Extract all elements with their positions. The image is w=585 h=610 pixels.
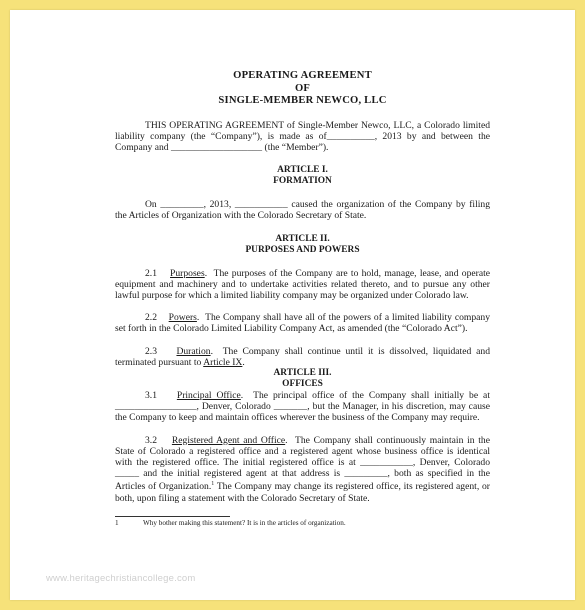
section-2-1-number: 2.1 bbox=[145, 267, 157, 279]
section-3-1: 3.1 Principal Office. The principal office of the Company shall initially be at _________________, Denver, Colorado _______, but the Manager, in his discretion, may cause the Company to keep and maintain offices wherever the business of the Company may require. bbox=[115, 389, 490, 424]
section-2-3: 2.3 Duration. The Company shall continue until it is dissolved, liquidated and terminated pursuant to Article IX. bbox=[115, 345, 490, 368]
section-2-1-text: The purposes of the Company are to hold, manage, lease, and operate equipment and machinery and to undertake activities related thereto, and to pursue any other lawful purpose for which a limited liability company may be organized under Colorado law. bbox=[115, 267, 490, 301]
section-3-2-text-b: The Company may change its registered office, its registered agent, or both, upon filing a statement with the Colorado Secretary of State. bbox=[115, 481, 490, 504]
section-2-1: 2.1 Purposes. The purposes of the Company are to hold, manage, lease, and operate equipment and machinery and to undertake activities related thereto, and to pursue any other lawful purpose for which a limited liability company may be organized under Colorado law. bbox=[115, 267, 490, 301]
document-title-line-3: SINGLE-MEMBER NEWCO, LLC bbox=[218, 95, 387, 106]
section-2-2-title: Powers bbox=[168, 312, 197, 324]
footnote-divider bbox=[115, 516, 230, 517]
article-2-subheading: PURPOSES AND POWERS bbox=[245, 244, 360, 255]
document-page bbox=[10, 10, 575, 600]
section-2-2-number: 2.2 bbox=[145, 312, 157, 324]
document-content bbox=[115, 70, 490, 528]
section-3-2: 3.2 Registered Agent and Office. The Company shall continuously maintain in the State of Colorado a registered office and a registered agent whose business office is identical with the registered office. The initial registered office is at ___________, Denver, Colorado _____ and the initial registered agent at that address is _________, both as specified in the Articles of Organization.$^1$ The Company may change its registered office, its registered agent, or both, upon filing a statement with the Colorado Secretary of State. bbox=[115, 434, 490, 504]
article-2-heading: ARTICLE II. bbox=[275, 233, 330, 244]
article-1-text: On _________, 2013, ___________ caused the organization of the Company by filing the Articles of Organization with the Colorado Secretary of State. bbox=[115, 199, 490, 222]
section-3-1-title: Principal Office bbox=[176, 389, 241, 401]
footnote-mark: 1 bbox=[115, 518, 119, 527]
article-3-heading: ARTICLE III. bbox=[273, 367, 332, 378]
document-title-line-2: OF bbox=[294, 82, 311, 94]
section-2-3-text: The Company shall continue until it is dissolved, liquidated and terminated pursuant to bbox=[115, 345, 490, 368]
section-2-3-number: 2.3 bbox=[145, 345, 157, 357]
article-1-heading: ARTICLE I. bbox=[277, 165, 328, 176]
watermark-text: www.heritagechristiancollege.com bbox=[46, 573, 196, 584]
footnote-text: Why bother making this statement? It is in the articles of organization. bbox=[143, 518, 346, 527]
article-ix-reference: Article IX bbox=[203, 356, 243, 368]
document-title-line-1: OPERATING AGREEMENT bbox=[233, 70, 372, 81]
section-2-2-text: The Company shall have all of the powers of a limited liability company set forth in the Colorado Limited Liability Company Act, as amended (the “Colorado Act”). bbox=[115, 312, 491, 335]
section-3-1-number: 3.1 bbox=[145, 389, 157, 401]
section-3-1-text: The principal office of the Company shall initially be at _________________, Denver, Colorado _______, but the Manager, in his discretion, may cause the Company to keep and maintain offices wherever the business of the Company may require. bbox=[115, 389, 490, 424]
section-3-2-number: 3.2 bbox=[145, 434, 157, 446]
section-2-1-title: Purposes bbox=[170, 267, 205, 279]
section-2-3-title: Duration bbox=[176, 345, 211, 357]
intro-paragraph: THIS OPERATING AGREEMENT of Single-Member Newco, LLC, a Colorado limited liability company (the “Company”), is made as of__________, 2013 by and between the Company and ___________________ (the “Member”). bbox=[115, 119, 490, 153]
article-1-subheading: FORMATION bbox=[273, 176, 332, 187]
section-2-2: 2.2 Powers. The Company shall have all of the powers of a limited liability company set forth in the Colorado Limited Liability Company Act, as amended (the “Colorado Act”). bbox=[115, 312, 491, 335]
section-3-2-title: Registered Agent and Office bbox=[171, 434, 286, 446]
section-3-2-text-a: The Company shall continuously maintain in the State of Colorado a registered office and a registered agent whose business office is identical with the registered office. The initial registered office is at ___________, Denver, Colorado _____ and the initial registered agent at that address is _________, both as specified in the Articles of Organization. bbox=[115, 434, 490, 493]
article-3-subheading: OFFICES bbox=[282, 378, 323, 389]
footnote bbox=[115, 519, 490, 528]
footnote-reference: 1 bbox=[211, 481, 215, 488]
section-2-3-end: . bbox=[242, 356, 245, 368]
